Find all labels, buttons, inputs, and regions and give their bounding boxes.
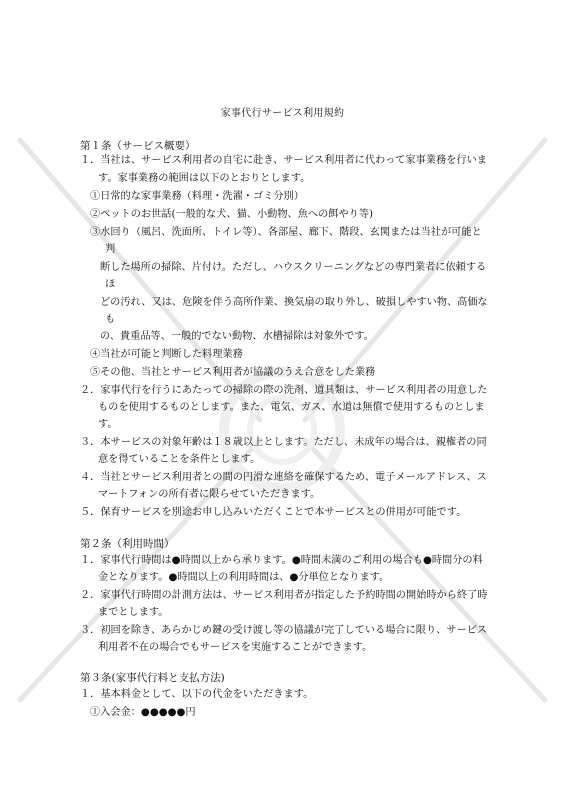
section-1-line: どの汚れ、又は、危険を伴う高所作業、換気扇の取り外し、破損しやすい物、高価な [100, 297, 488, 308]
section-1-line: 断した場所の掃除、片付け。ただし、ハウスクリーニングなどの専門業者に依頼する [100, 262, 487, 273]
section-1-line: す。 [98, 419, 118, 430]
section-1-line: ②ペットのお世話(一般的な犬、猫、小動物、魚への餌やり等) [90, 209, 374, 220]
section-2-line: １．家事代行時間は●時間以上から承ります。●時間未満のご利用の場合も●時間分の料 [80, 555, 483, 566]
section-3-line: １．基本料金として、以下の代金をいただきます。 [80, 689, 314, 700]
section-1-line: の、貴重品等、一般的でない動物、水槽掃除は対象外です。 [100, 331, 374, 342]
section-1-line: ③水回り（風呂、洗面所、トイレ等）、各部屋、廊下、階段、玄関または当社が可能と [90, 227, 482, 238]
section-1-line: ものを使用するものとします。また、電気、ガス、水道は無償で使用するものとしま [98, 402, 485, 413]
section-2-heading: 第２条（利用時間） [80, 538, 175, 550]
section-2-line: ２．家事代行時間の計測方法は、サービス利用者が指定した予約時間の開始時から終了時 [80, 590, 488, 601]
section-1-line: １．当社は、サービス利用者の自宅に赴き、サービス利用者に代わって家事業務を行いま [80, 155, 487, 166]
section-3-heading: 第３条(家事代行料と支払方法) [80, 672, 225, 684]
section-2-line: ３．初回を除き、あらかじめ鍵の受け渡し等の協議が完了している場合に限り、サービス [80, 625, 488, 636]
section-2-line: 金となります。●時間以上の利用時間は、●分単位となります。 [98, 572, 390, 583]
document-title: 家事代行サービス利用規約 [220, 108, 345, 119]
section-1-line: マートフォンの所有者に限らせていただきます。 [98, 489, 321, 500]
section-2-line: までとします。 [98, 607, 169, 618]
section-1-line: ④当社が可能と判断した料理業務 [90, 349, 243, 360]
section-1-line: す。家事業務の範囲は以下のとおりとします。 [98, 173, 311, 184]
section-1-line: ４．当社とサービス利用者との間の円滑な連絡を確保するため、電子メールアドレス、ス [80, 472, 487, 483]
section-1-line: も [105, 314, 116, 325]
section-2-line: 利用者不在の場合でもサービスを実施することができます。 [98, 642, 373, 653]
section-3-line: ①入会金：●●●●●円 [90, 707, 196, 718]
section-1-line: 意を得ていることを条件とします。 [98, 454, 261, 465]
section-1-line: ２．家事代行を行うにあたっての掃除の際の洗剤、道具類は、サービス利用者の用意した [80, 385, 488, 396]
section-1-line: ①日常的な家事業務（料理・洗濯・ゴミ分別） [90, 191, 304, 202]
section-1-line: ５．保育サービスを別途お申し込みいただくことで本サービスとの併用が可能です。 [80, 507, 467, 518]
section-1-line: 判 [105, 244, 116, 255]
section-1-line: ほ [105, 279, 116, 290]
section-1-heading: 第１条（サービス概要） [80, 140, 196, 152]
section-1-line: ⑤その他、当社とサービス利用者が協議のうえ合意をした業務 [90, 367, 376, 378]
section-1-line: ３．本サービスの対象年齢は１８歳以上とします。ただし、未成年の場合は、親権者の同 [80, 437, 487, 448]
